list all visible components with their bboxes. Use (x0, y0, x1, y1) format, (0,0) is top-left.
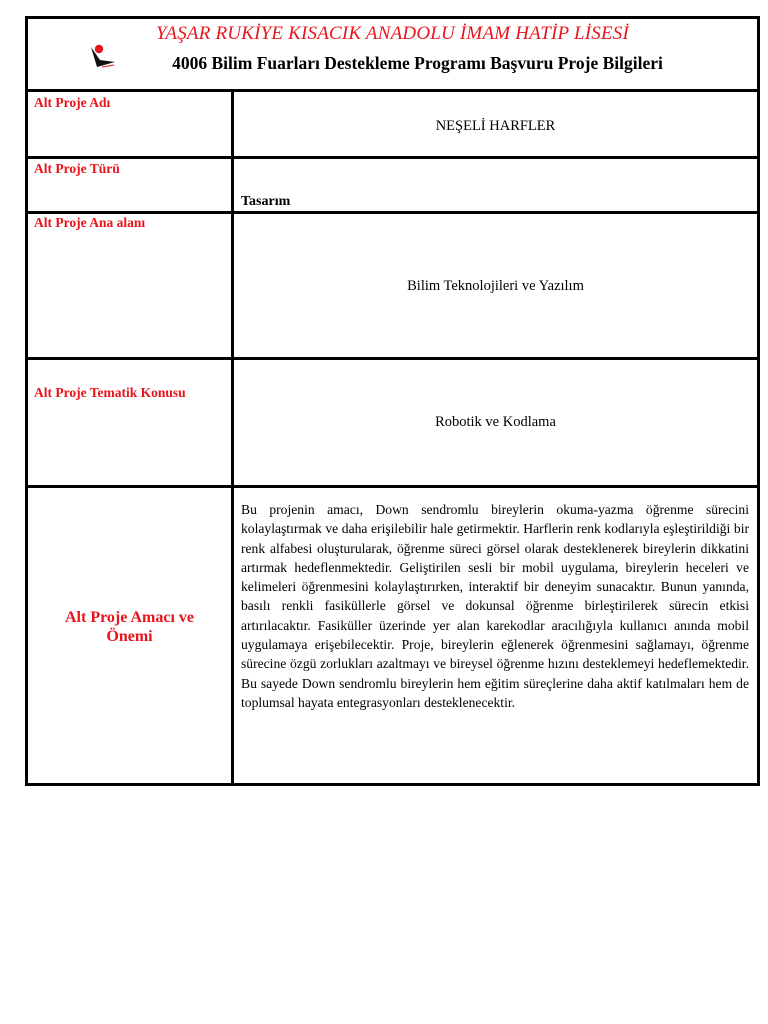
main-field-label: Alt Proje Ana alanı (34, 215, 146, 230)
thematic-topic-value: Robotik ve Kodlama (435, 414, 556, 430)
label-cell (28, 488, 234, 783)
row-main-field (28, 211, 757, 357)
row-project-name (28, 92, 757, 159)
row-thematic-topic (28, 357, 757, 485)
value-cell (234, 92, 757, 159)
value-cell (234, 214, 757, 357)
value-cell (234, 488, 757, 783)
label-cell (28, 159, 234, 211)
row-purpose-importance (28, 485, 757, 783)
purpose-label: Alt Proje Amacı ve Önemi (65, 609, 194, 645)
value-cell (234, 360, 757, 485)
project-type-label: Alt Proje Türü (34, 161, 120, 176)
main-field-value: Bilim Teknolojileri ve Yazılım (407, 278, 584, 294)
label-cell (28, 92, 234, 159)
value-cell (234, 159, 757, 211)
form-header (28, 19, 757, 92)
row-project-type (28, 156, 757, 211)
project-info-form (25, 16, 760, 786)
label-cell (28, 360, 234, 485)
project-name-value: NEŞELİ HARFLER (435, 118, 556, 134)
project-name-label: Alt Proje Adı (34, 95, 111, 110)
label-cell (28, 214, 234, 357)
thematic-topic-label: Alt Proje Tematik Konusu (34, 385, 186, 400)
school-name: YAŞAR RUKİYE KISACIK ANADOLU İMAM HATİP LİSESİ (155, 23, 629, 44)
project-type-value: Tasarım (241, 194, 291, 209)
purpose-text: Bu projenin amacı, Down sendromlu bireylerin okuma-yazma öğrenme sürecini kolaylaştırmak ve daha erişilebilir hale getirmektir. Harflerin renk kodlarıyla eşleştirildiği bir renk alfabesi oluşturularak, öğrenme süreci görsel olarak desteklenerek bireylerin dikkatini artırmak hedeflenmektedir. Geliştirilen sesli bir mobil uygulama, bireylerin heceleri ve kelimeleri öğrenmesini kolaylaştırırken, interaktif bir deneyim sunacaktır. Bunun yanında, basılı renkli fasiküllerle görsel ve dokunsal öğrenme birleştirilerek sürecin etkisi artırılacaktır. Fasiküller üzerinde yer alan karekodlar aracılığıyla kullanıcı anında mobil uygulamaya erişebilecektir. Proje, bireylerin eğlenerek öğrenmesini sağlamayı, öğrenme sürecine özgü zorlukları azaltmayı ve bireysel öğrenme hızını desteklemeyi hedeflemektedir. Bu sayede Down sendromlu bireylerin hem eğitim süreçlerine daha aktif katılmaları hem de toplumsal hayata entegrasyonları desteklenecektir. (241, 502, 749, 710)
program-title: 4006 Bilim Fuarları Destekleme Programı Başvuru Proje Bilgileri (172, 53, 663, 73)
